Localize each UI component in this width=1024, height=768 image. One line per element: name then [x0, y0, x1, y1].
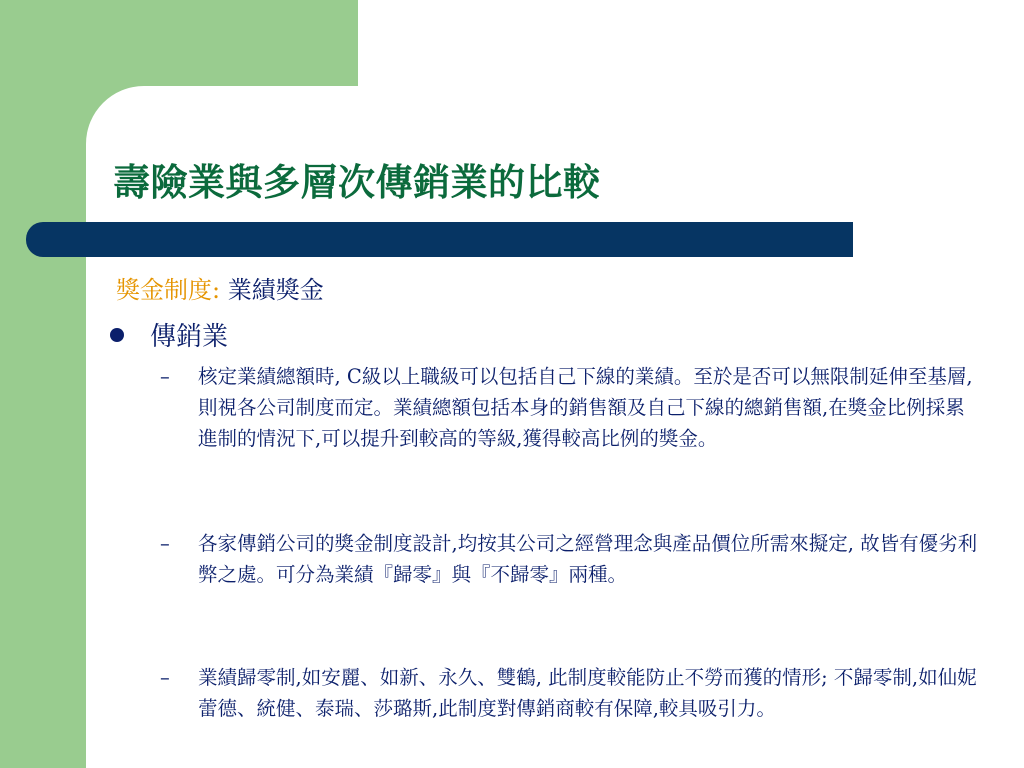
bullet-label: 傳銷業 — [150, 322, 229, 352]
sub-item-text: 各家傳銷公司的獎金制度設計,均按其公司之經營理念與產品價位所需來擬定, 故皆有優劣利弊之處。可分為業績『歸零』與『不歸零』兩種。 — [198, 532, 978, 586]
dash-icon: – — [160, 666, 170, 689]
sub-item-1 — [160, 361, 990, 454]
sub-item-3 — [160, 662, 990, 724]
subtitle-line — [116, 270, 324, 305]
dash-icon: – — [160, 532, 170, 555]
sub-item-text: 核定業績總額時, C級以上職級可以包括自己下線的業績。至於是否可以無限制延伸至基層,則視各公司制度而定。業績總額包括本身的銷售額及自己下線的總銷售額,在獎金比例採累進制的情況下,可以提升到較高的等級,獲得較高比例的獎金。 — [198, 365, 973, 450]
subtitle-value: 業績獎金 — [220, 276, 324, 304]
sub-item-text: 業績歸零制,如安麗、如新、永久、雙鶴, 此制度較能防止不勞而獲的情形; 不歸零制,如仙妮蕾德、統健、泰瑞、莎璐斯,此制度對傳銷商較有保障,較具吸引力。 — [198, 666, 977, 720]
bullet-item — [110, 316, 228, 353]
slide-title: 壽險業與多層次傳銷業的比較 — [113, 160, 601, 204]
subtitle-key: 獎金制度: — [116, 276, 221, 304]
dash-icon: – — [160, 365, 170, 388]
bullet-dot-icon — [110, 328, 124, 342]
sub-item-2 — [160, 528, 990, 590]
